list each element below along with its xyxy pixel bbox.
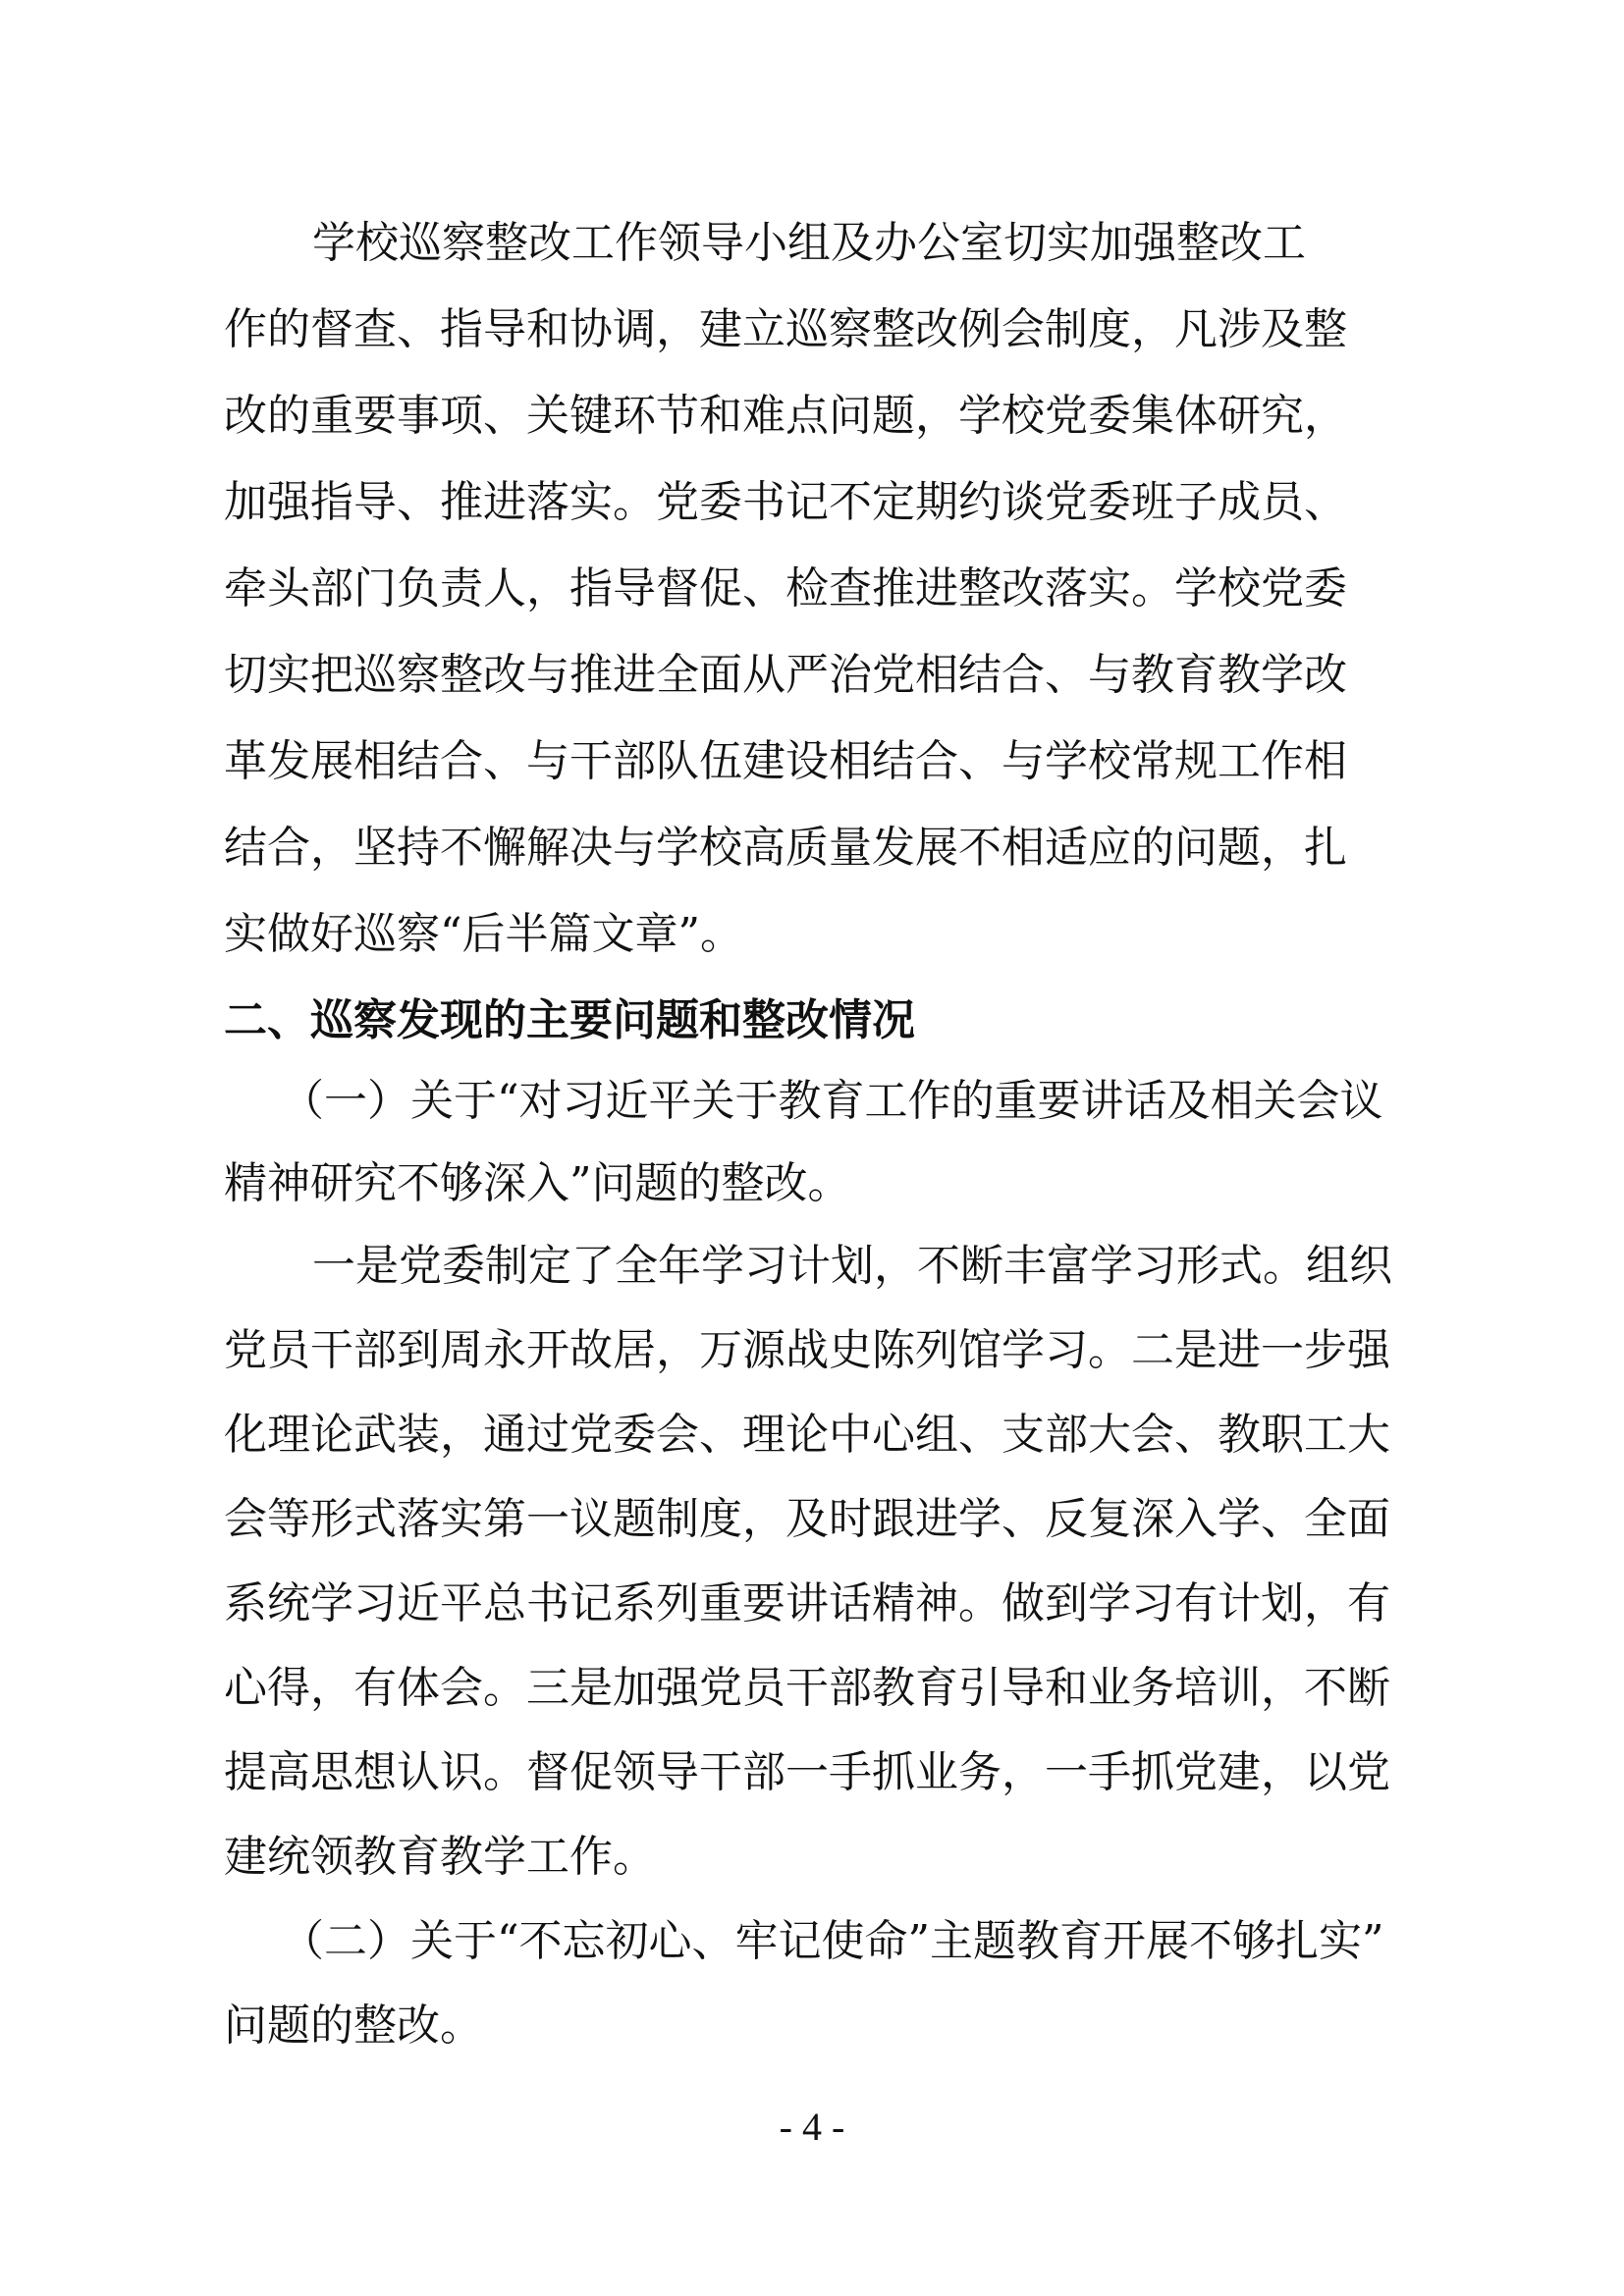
paragraph-2-line-5: 系统学习近平总书记系列重要讲话精神。做到学习有计划，有 [224, 1578, 1390, 1629]
paragraph-1-line-7: 革发展相结合、与干部队伍建设相结合、与学校常规工作相 [224, 736, 1347, 786]
subsection-2-line-2: 问题的整改。 [224, 2001, 483, 2051]
paragraph-1-line-1: 学校巡察整改工作领导小组及办公室切实加强整改工 [312, 218, 1306, 268]
paragraph-2-line-2: 党员干部到周永开故居，万源战史陈列馆学习。二是进一步强 [224, 1325, 1390, 1375]
page-number: - 4 - [779, 2105, 845, 2149]
paragraph-2-line-4: 会等形式落实第一议题制度，及时跟进学、反复深入学、全面 [224, 1494, 1390, 1544]
paragraph-1-line-6: 切实把巡察整改与推进全面从严治党相结合、与教育教学改 [224, 650, 1347, 700]
paragraph-1-line-8: 结合，坚持不懈解决与学校高质量发展不相适应的问题，扎 [224, 823, 1347, 873]
paragraph-1-line-5: 牵头部门负责人，指导督促、检查推进整改落实。学校党委 [224, 563, 1347, 614]
paragraph-2-line-8: 建统领教育教学工作。 [224, 1832, 656, 1882]
paragraph-2-line-7: 提高思想认识。督促领导干部一手抓业务，一手抓党建，以党 [224, 1747, 1390, 1797]
paragraph-2-line-1: 一是党委制定了全年学习计划，不断丰富学习形式。组织 [312, 1241, 1392, 1291]
subsection-1-line-1: （一）关于“对习近平关于教育工作的重要讲话及相关会议 [281, 1076, 1383, 1126]
paragraph-1-line-9: 实做好巡察“后半篇文章”。 [224, 909, 743, 959]
paragraph-1-line-4: 加强指导、推进落实。党委书记不定期约谈党委班子成员、 [224, 477, 1347, 527]
paragraph-1-line-2: 作的督查、指导和协调，建立巡察整改例会制度，凡涉及整 [224, 304, 1347, 354]
paragraph-1-line-3: 改的重要事项、关键环节和难点问题，学校党委集体研究， [224, 391, 1347, 441]
subsection-1-line-2: 精神研究不够深入”问题的整改。 [224, 1158, 851, 1208]
paragraph-2-line-6: 心得，有体会。三是加强党员干部教育引导和业务培训，不断 [224, 1663, 1390, 1713]
subsection-2-line-1: （二）关于“不忘初心、牢记使命”主题教育开展不够扎实” [281, 1916, 1384, 1966]
paragraph-2-line-3: 化理论武装，通过党委会、理论中心组、支部大会、教职工大 [224, 1410, 1390, 1460]
section-heading: 二、巡察发现的主要问题和整改情况 [224, 995, 915, 1045]
